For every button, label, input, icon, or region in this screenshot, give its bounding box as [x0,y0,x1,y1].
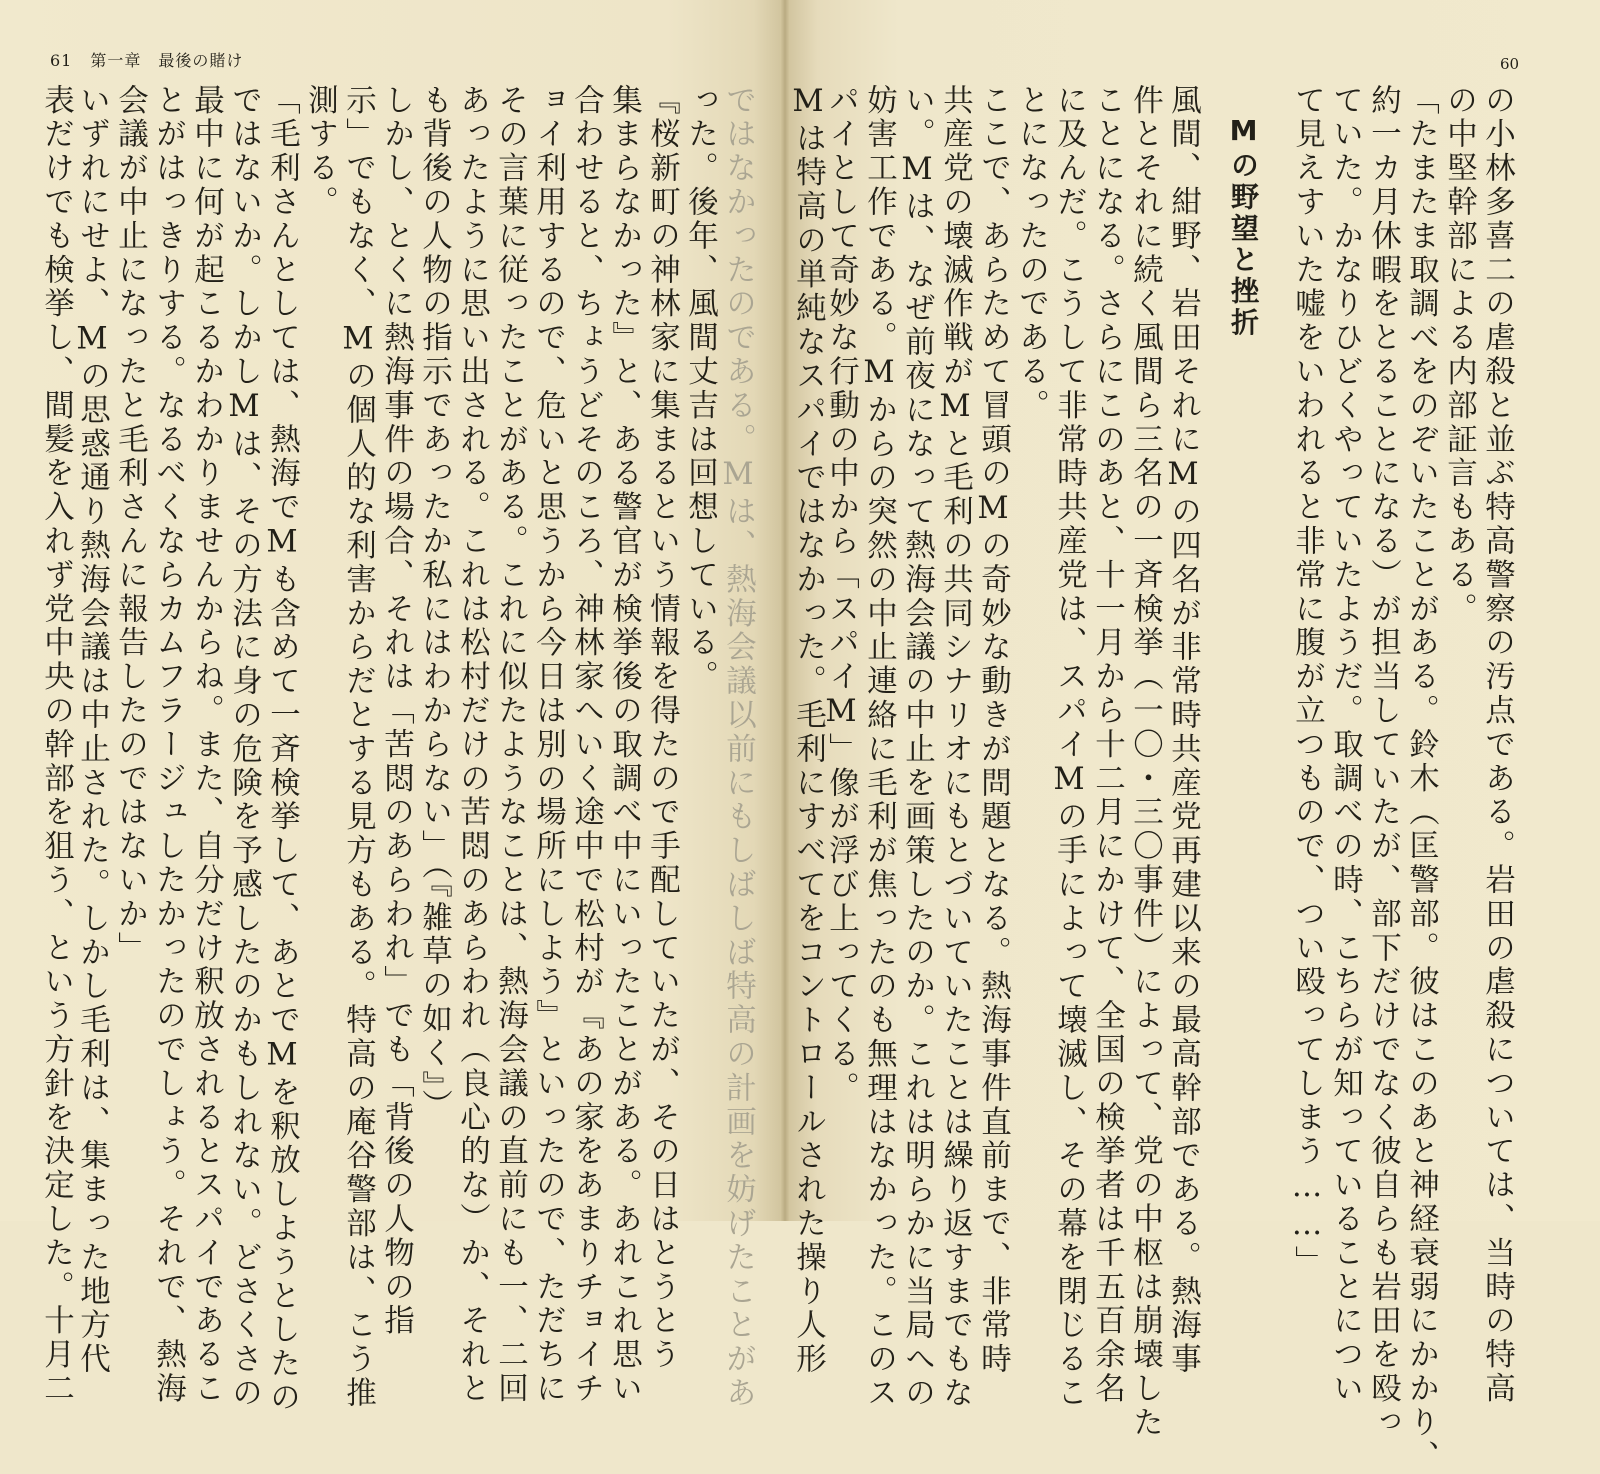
text-column: い。Mは、なぜ前夜になって熱海会議の中止を画策したのか。これは明らかに当局への [899,84,935,1411]
text-column: ていた。かなりひどくやっていたようだ。取調べの時、こちらが知っていることについ [1327,84,1363,1407]
text-column: ョイ利用するので、危いと思うから今日は別の場所にしよう』といったので、ただちに [530,84,566,1407]
text-column: あったように思い出される。これは松村だけの苦悶のあらわれ（良心的な）か、それと [454,84,490,1407]
left-page-number: 61 [50,51,73,70]
text-column: 『桜新町の神林家に集まるという情報を得たので手配していたが、その日はとうとう [644,84,680,1373]
text-column: 集まらなかった』と、ある警官が検挙後の取調べ中にいったことがある。あれこれ思い [606,84,642,1407]
text-column: 表だけでも検挙し、間髪を入れず党中央の幹部を狙う、という方針を決定した。十月二 [38,84,74,1407]
text-column: 約一カ月休暇をとることになる）が担当していたが、部下だけでなく彼自らも岩田を殴っ [1365,84,1401,1440]
text-column: 妨害工作である。Mからの突然の中止連絡に毛利が焦ったのも無理はなかった。このス [861,84,897,1411]
section-heading: Mの野望と挫折 [1227,114,1260,339]
book-gutter [780,0,790,1221]
text-column: 共産党の壊滅作戦がMと毛利の共同シナリオにもとづいていたことは繰り返すまでもな [937,84,973,1411]
text-column: Mは特高の単純なスパイではなかった。毛利にすべてをコントロールされた操り人形 [790,84,826,1377]
text-column: ここで、あらためて冒頭のMの奇妙な動きが問題となる。熱海事件直前まで、非常時 [975,84,1011,1377]
text-column: とになったのである。 [1013,84,1049,423]
text-column: 示」でもなく、Mの個人的な利害からだとする見方もある。特高の庵谷警部は、こう推 [340,84,376,1411]
text-column: 最中に何が起こるかわかりませんからね。また、自分だけ釈放されるとスパイであるこ [188,84,224,1407]
text-column: 合わせると、ちょうどそのころ、神林家へいく途中で松村が『あの家をあまりチョイチ [568,84,604,1407]
running-head [50,48,243,71]
text-column: とがはっきりする。なるべくならカムフラージュしたかったのでしょう。それで、熱海 [150,84,186,1407]
text-column: の中堅幹部による内部証言もある。 [1441,84,1477,627]
text-column: 件とそれに続く風間ら三名の一斉検挙（一〇・三〇事件）によって、党の中枢は崩壊した [1127,84,1163,1440]
text-column: 会議が中止になったと毛利さんに報告したのではないか」 [112,84,148,966]
text-column: 風間、紺野、岩田それにMの四名が非常時共産党再建以来の最高幹部である。熱海事 [1165,84,1201,1377]
text-column: その言葉に従ったことがある。これに似たようなことは、熱海会議の直前にも一、二回 [492,84,528,1407]
text-column: ことになる。さらにこのあと、十一月から十二月にかけて、全国の検挙者は千五百余名 [1089,84,1125,1407]
text-column: ではなかったのである。Mは、熱海会議以前にもしばしば特高の計画を妨げたことがあ [720,84,756,1411]
text-column: パイとして奇妙な行動の中から「スパイM」像が浮び上ってくる。 [823,84,859,1106]
text-column: に及んだ。こうして非常時共産党は、スパイMの手によって壊滅し、その幕を閉じるこ [1051,84,1087,1411]
text-column: った。後年、風間丈吉は回想している。 [682,84,718,695]
right-page-number: 60 [1500,55,1520,73]
text-column: 「毛利さんとしては、熱海でMも含めて一斉検挙して、あとでMを釈放しようとしたの [264,84,300,1416]
text-column: しかし、とくに熱海事件の場合、それは「苦悶のあらわれ」でも「背後の人物の指 [378,84,414,1339]
text-column: いずれにせよ、Mの思惑通り熱海会議は中止された。しかし毛利は、集まった地方代 [74,84,110,1377]
text-column: も背後の人物の指示であったか私にはわからない」（『雑草の如く』） [416,84,452,1124]
text-column: 「たまたま取調べをのぞいたことがある。鈴木（匡警部。彼はこのあと神経衰弱にかかり、 [1403,84,1439,1474]
text-column: 測する。 [302,84,338,220]
chapter-title: 第一章 最後の賭け [90,51,244,70]
text-column: て見えすいた嘘をいわれると非常に腹が立つもので、つい殴ってしまう……」 [1289,84,1325,1280]
text-column: ではないか。しかしMは、その方法に身の危険を予感したのかもしれない。どさくさの [226,84,262,1411]
text-column: の小林多喜二の虐殺と並ぶ特高警察の汚点である。岩田の虐殺については、当時の特高 [1479,84,1515,1407]
